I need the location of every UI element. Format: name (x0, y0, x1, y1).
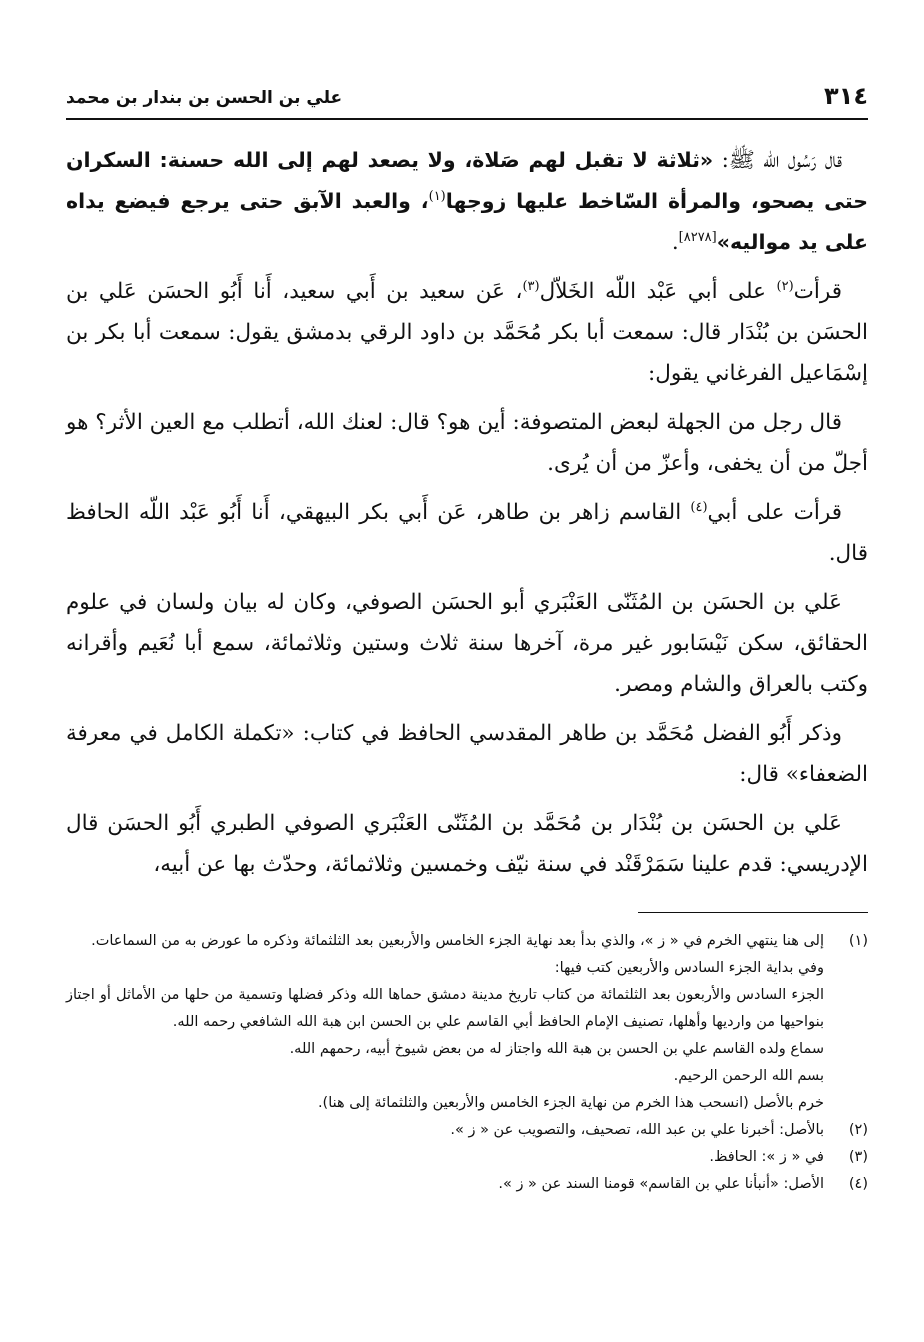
footnote-1 (66, 928, 868, 1117)
hadith-text-part-1: «ثلاثة لا تقبل لهم صَلاة، ولا يصعد لهم إلى الله حسنة: السكران حتى يصحو، والمرأة السّاخط عليها زوجها (66, 148, 868, 213)
footnote-2 (66, 1117, 868, 1144)
footnote-number: (٢) (848, 1122, 868, 1138)
paragraph-citation: وذكر أَبُو الفضل مُحَمَّد بن طاهر المقدسي الحافظ في كتاب: «تكملة الكامل في معرفة الضعفاء» قال: (66, 721, 868, 787)
footnote-line: إلى هنا ينتهي الخرم في « ز »، والذي بدأ بعد نهاية الجزء الخامس والأربعين بعد الثلثمائة وذكره ما عورض به من السماعات. (91, 933, 824, 949)
running-title: علي بن الحسن بن بندار بن محمد (66, 88, 343, 108)
footnote-line: خرم بالأصل (انسحب هذا الخرم من نهاية الجزء الخامس والأربعين والثلثمائة إلى هنا). (317, 1095, 824, 1111)
footnote-line: بالأصل: أخبرنا علي بن عبد الله، تصحيف، والتصويب عن « ز ». (450, 1122, 824, 1138)
footnote-line: في « ز »: الحافظ. (709, 1149, 824, 1165)
footnote-number: (٣) (848, 1149, 868, 1165)
chain-2-part-1: قرأت على أبي (707, 500, 842, 525)
footnotes (66, 928, 868, 1198)
footnote-marker-4[interactable]: (٤) (690, 499, 708, 515)
chain-1-part-3: ، عَن سعيد بن أَبي سعيد، أَنا أَبُو الحسَن عَلي بن الحسَن بن بُنْدَار قال: سمعت أبا بكر مُحَمَّد بن داود الرقي بدمشق يقول: سمعت أبا بكر بن إسْمَاعيل الفرغاني يقول: (66, 279, 868, 386)
footnote-line: بسم الله الرحمن الرحيم. (673, 1068, 824, 1084)
paragraph-chain-2 (66, 492, 868, 574)
footnote-marker-3[interactable]: (٣) (522, 278, 540, 294)
footnote-number: (١) (848, 933, 868, 949)
main-text (66, 140, 868, 893)
footnote-number: (٤) (848, 1176, 868, 1192)
hadith-reference-number: [٨٢٧٨] (678, 229, 717, 245)
header-rule (66, 118, 868, 120)
paragraph-chain-1 (66, 271, 868, 394)
footnote-3 (66, 1144, 868, 1171)
footnote-body (66, 1144, 824, 1171)
footnote-body (66, 1171, 824, 1198)
chain-2-part-2: القاسم زاهر بن طاهر، عَن أَبي بكر البيهقي، أَنا أَبُو عَبْد اللّه الحافظ قال. (66, 500, 868, 566)
footnote-marker-2[interactable]: (٢) (776, 278, 794, 294)
chain-1-part-2: على أبي عَبْد اللّه الخَلاّل (539, 279, 777, 304)
chain-1-part-1: قرأت (793, 279, 843, 304)
hadith-end: . (671, 230, 679, 255)
footnote-4 (66, 1171, 868, 1198)
footnote-body (66, 1117, 824, 1144)
paragraph-saying: قال رجل من الجهلة لبعض المتصوفة: أين هو؟ قال: لعنك الله، أتطلب مع العين الأثر؟ هو أجلّ من أن يخفى، وأعزّ من أن يُرى. (66, 410, 868, 476)
footnote-line: وفي بداية الجزء السادس والأربعين كتب فيها: (554, 960, 824, 976)
paragraph-biography: عَلي بن الحسَن بن المُثَنّى العَنْبَري أبو الحسَن الصوفي، وكان له بيان ولسان في علوم الحقائق، سكن نَيْسَابور غير مرة، آخرها سنة ثلاث وستين وثلاثمائة، سمع أبا نُعَيم وأقرانه وكتب بالعراق والشام ومصر. (66, 590, 868, 697)
footnote-rule (638, 912, 868, 913)
page-number: ٣١٤ (824, 82, 868, 110)
paragraph-hadith (66, 140, 868, 263)
footnote-marker-1[interactable]: (١) (428, 188, 446, 204)
hadith-intro: قال رَسُول الله ﷺ: (713, 148, 842, 173)
footnote-line: سماع ولده القاسم علي بن الحسن بن هبة الله واجتاز له من بعض شيوخ أبيه، رحمهم الله. (289, 1041, 824, 1057)
paragraph-idrisi: عَلي بن الحسَن بن بُنْدَار بن مُحَمَّد بن المُثَنّى العَنْبَري الصوفي الطبري أَبُو الحسَن قال الإدريسي: قدم علينا سَمَرْقَنْد في سنة نيّف وخمسين وثلاثمائة، وحدّث بها عن أبيه، (66, 811, 868, 877)
hadith-text-part-2: ، والعبد الآبق حتى يرجع فيضع يداه على يد مواليه» (66, 189, 868, 254)
footnote-line: الأصل: «أنبأنا علي بن القاسم» قومنا السند عن « ز ». (498, 1176, 824, 1192)
footnote-line: الجزء السادس والأربعون بعد الثلثمائة من كتاب تاريخ مدينة دمشق حماها الله وذكر فضلها وتسمية من حلها من الأماثل أو اجتاز بنواحيها من وارديها وأهلها، تصنيف الإمام الحافظ أبي القاسم علي بن الحسن ابن هبة الله الشافعي رحمه الله. (66, 987, 824, 1030)
footnote-body (66, 928, 824, 1117)
page-header (66, 78, 868, 116)
